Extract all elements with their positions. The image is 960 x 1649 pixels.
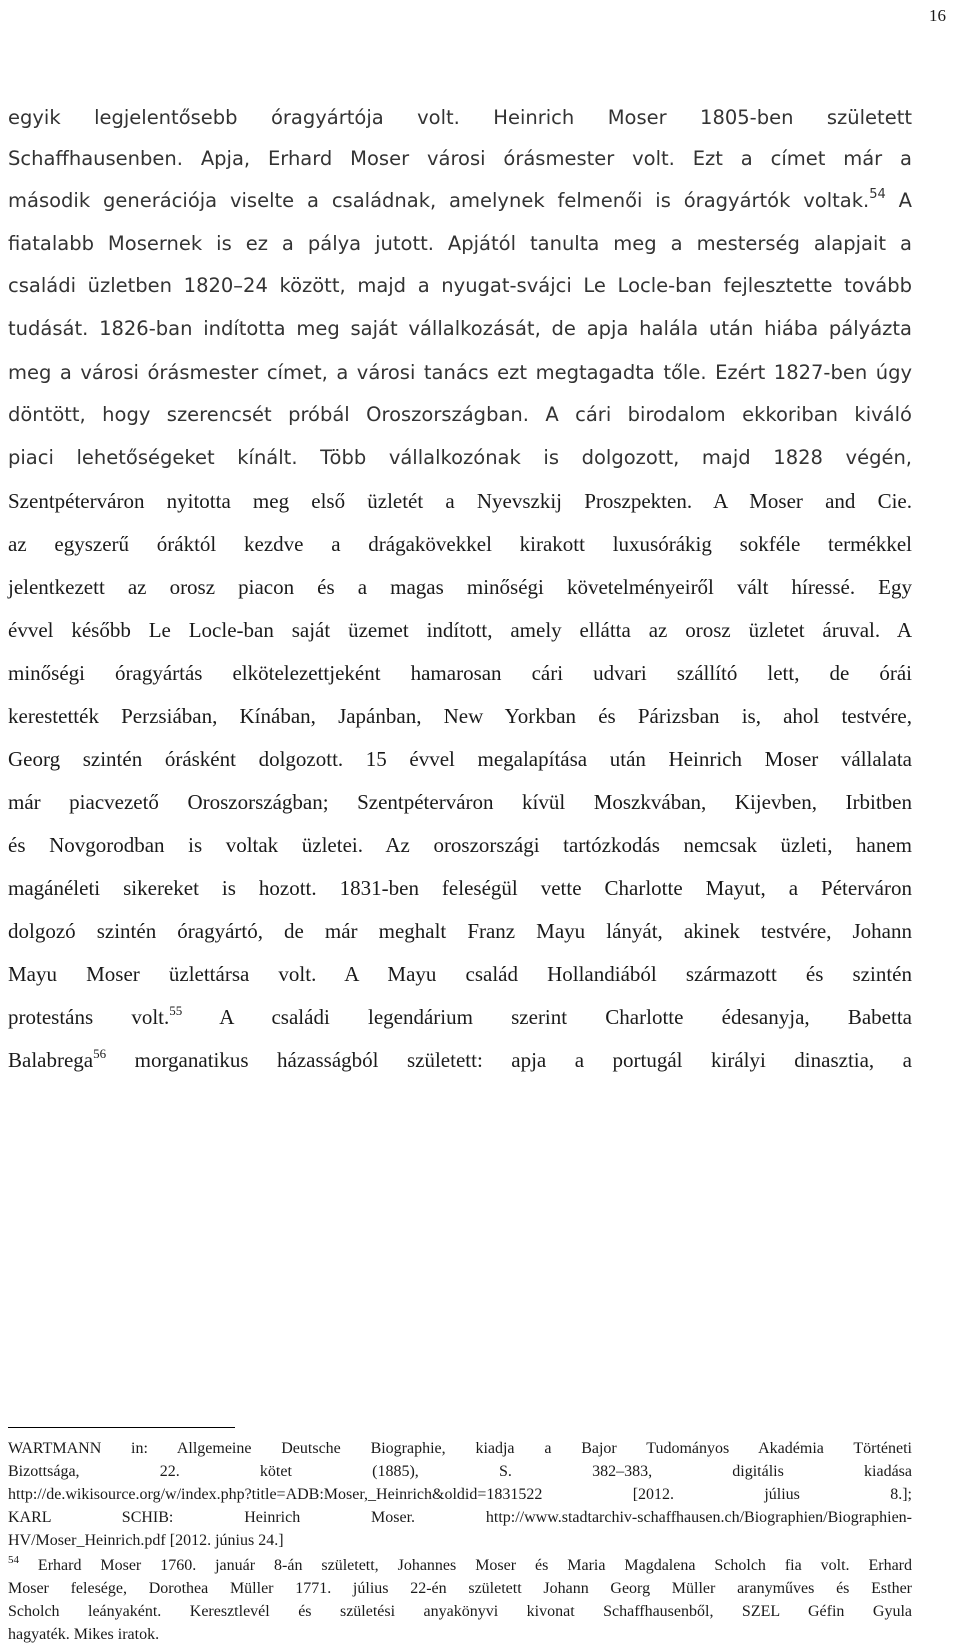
body-line: Szentpéterváron nyitotta meg első üzletét a Nyevszkij Proszpekten. A Moser and Cie.	[8, 489, 912, 513]
page-number: 16	[929, 6, 946, 25]
body-line: Mayu Moser üzlettársa volt. A Mayu család Hollandiából származott és szintén	[8, 962, 912, 986]
footnote-number: 54	[8, 1554, 19, 1566]
body-line: meg a városi órásmester címet, a városi tanács ezt megtagadta tőle. Ezért 1827-ben úgy	[8, 361, 912, 384]
footnote-line: http://de.wikisource.org/w/index.php?title=ADB:Moser,_Heinrich&oldid=1831522 [2012. július 8.];	[8, 1486, 912, 1503]
footnote-ref-54[interactable]: 54	[869, 187, 886, 202]
footnote-line: WARTMANN in: Allgemeine Deutsche Biographie, kiadja a Bajor Tudományos Akadémia Történeti	[8, 1440, 912, 1457]
body-line: Georg szintén órásként dolgozott. 15 évvel megalapítása után Heinrich Moser vállalata	[8, 747, 912, 771]
body-line: protestáns volt.$^{55}$ A családi legendárium szerint Charlotte édesanyja, Babetta	[8, 1003, 912, 1029]
footnote-line: hagyaték. Mikes iratok.	[8, 1626, 160, 1643]
body-line: minőségi óragyártás elkötelezettjeként hamarosan cári udvari szállító lett, de órái	[8, 661, 912, 685]
body-line: kerestették Perzsiában, Kínában, Japánban, New Yorkban és Párizsban is, ahol testvére,	[8, 704, 912, 728]
body-line: piaci lehetőségeket kínált. Több vállalkozónak is dolgozott, majd 1828 végén,	[8, 446, 912, 469]
body-line: már piacvezető Oroszországban; Szentpéterváron kívül Moszkvában, Kijevben, Irbitben	[8, 790, 912, 814]
body-line: tudását. 1826-ban indította meg saját vállalkozását, de apja halála után hiába pályázta	[8, 317, 912, 340]
footnote-54: $^{54}$ Erhard Moser 1760. január 8-án született, Johannes Moser és Maria Magdalena Scholch fia volt. Erhard	[8, 1554, 912, 1574]
body-line: évvel később Le Locle-ban saját üzemet indított, amely ellátta az orosz üzletet áruval. A	[8, 618, 912, 642]
body-line: Schaffhausenben. Apja, Erhard Moser városi órásmester volt. Ezt a címet már a	[8, 147, 912, 170]
body-line: és Novgorodban is voltak üzletei. Az oroszországi tartózkodás nemcsak üzleti, hanem	[8, 833, 912, 857]
footnote-line: Bizottsága, 22. kötet (1885), S. 382–383, digitális kiadása	[8, 1463, 912, 1480]
body-line: egyik legjelentősebb óragyártója volt. Heinrich Moser 1805-ben született	[8, 106, 912, 129]
body-line: döntött, hogy szerencsét próbál Oroszországban. A cári birodalom ekkoriban kiváló	[8, 403, 912, 426]
body-line: második generációja viselte a családnak, amelynek felmenői is óragyártók voltak.$^{54}$ A	[8, 187, 912, 212]
footnote-line: Scholch leányaként. Keresztlevél és születési anyakönyvi kivonat Schaffhausenből, SZEL Géfin Gyula	[8, 1603, 912, 1620]
body-line: Balabrega$^{56}$ morganatikus házasságból született: apja a portugál királyi dinasztia, a	[8, 1046, 912, 1072]
body-line: jelentkezett az orosz piacon és a magas minőségi követelményeiről vált híressé. Egy	[8, 575, 912, 599]
footnote-line: Moser felesége, Dorothea Müller 1771. július 22-én született Johann Georg Müller aranyműves és Esther	[8, 1580, 912, 1597]
footnote-line: HV/Moser_Heinrich.pdf [2012. június 24.]	[8, 1532, 284, 1549]
body-line: az egyszerű óráktól kezdve a drágakövekkel kirakott luxusórákig sokféle termékkel	[8, 532, 912, 556]
footnote-separator	[8, 1427, 235, 1428]
footnote-line: KARL SCHIB: Heinrich Moser. http://www.stadtarchiv-schaffhausen.ch/Biographien/Biographien-	[8, 1509, 912, 1526]
body-line: családi üzletben 1820–24 között, majd a nyugat-svájci Le Locle-ban fejlesztette tovább	[8, 274, 912, 297]
footnote-ref-56[interactable]: 56	[93, 1046, 107, 1061]
footnote-ref-55[interactable]: 55	[169, 1003, 183, 1018]
body-line: fiatalabb Mosernek is ez a pálya jutott. Apjától tanulta meg a mesterség alapjait a	[8, 232, 912, 255]
body-line: magánéleti sikereket is hozott. 1831-ben feleségül vette Charlotte Mayut, a Péterváron	[8, 876, 912, 900]
body-line: dolgozó szintén óragyártó, de már meghalt Franz Mayu lányát, akinek testvére, Johann	[8, 919, 912, 943]
